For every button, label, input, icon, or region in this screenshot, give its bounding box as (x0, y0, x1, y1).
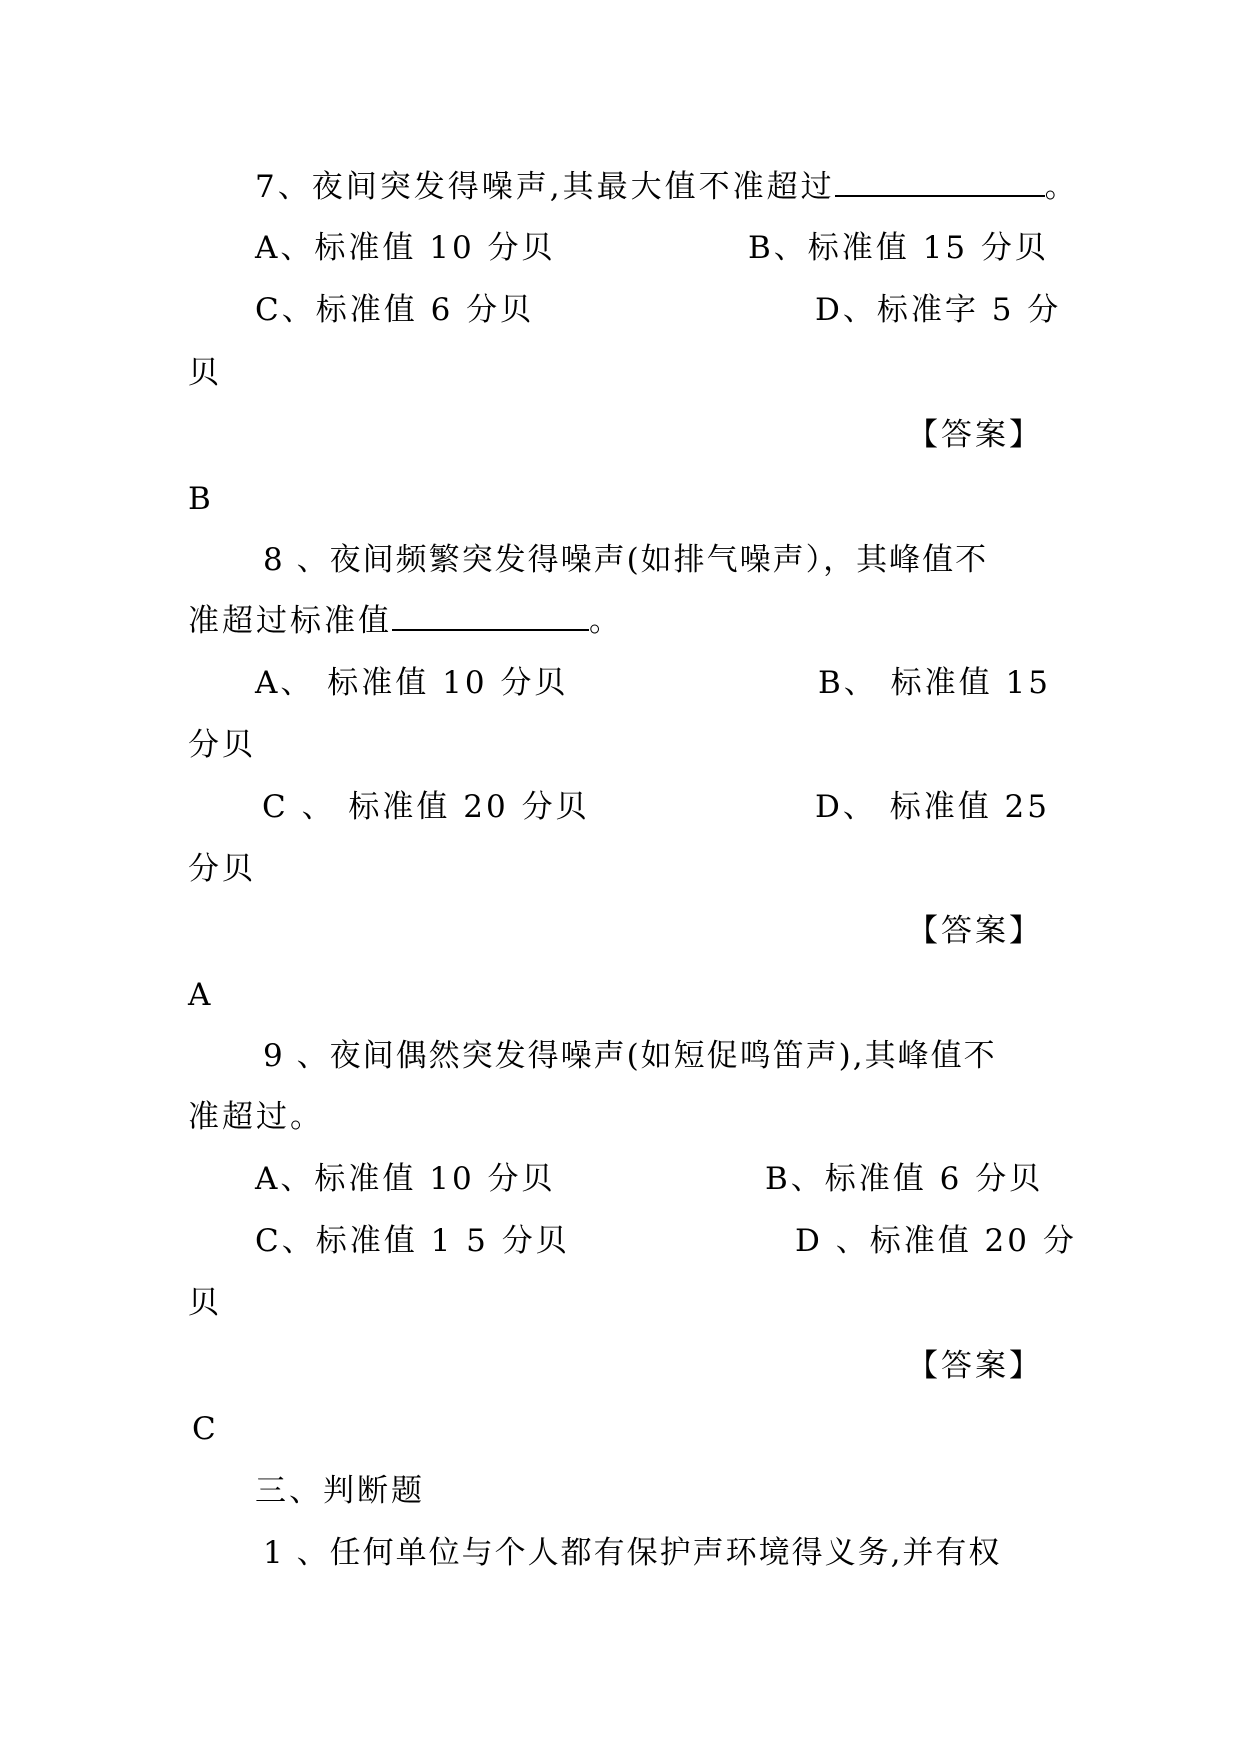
q8-option-b-wrap: 分贝 (188, 727, 256, 763)
true-false-item-1: 1 、任何单位与个人都有保护声环境得义务,并有权 (263, 1535, 1002, 1571)
q8-answer: A (188, 977, 214, 1013)
q8-option-a: A、 标准值 10 分贝 (255, 665, 569, 701)
q8-stem-cont: 准超过标准值 。 (188, 603, 623, 639)
q7-option-c: C、标准值 6 分贝 (255, 292, 535, 328)
q9-option-d: D 、标准值 20 分 (795, 1223, 1077, 1259)
q8-stem: 8 、夜间频繁突发得噪声(如排气噪声），其峰值不 (263, 542, 989, 578)
q9-answer: C (192, 1411, 219, 1447)
q8-option-d-wrap: 分贝 (188, 851, 256, 887)
q7-stem: 7、夜间突发得噪声,其最大值不准超过 。 (255, 169, 1079, 205)
q7-answer-label: 【答案】 (907, 417, 1043, 453)
q7-option-d-wrap: 贝 (188, 355, 222, 391)
q7-option-d: D、标准字 5 分 (815, 292, 1062, 328)
q9-answer-label: 【答案】 (907, 1348, 1043, 1384)
q8-option-b: B、 标准值 15 (818, 665, 1051, 701)
q9-option-a: A、标准值 10 分贝 (255, 1161, 556, 1197)
q9-option-b: B、标准值 6 分贝 (765, 1161, 1044, 1197)
q9-stem-cont: 准超过。 (188, 1099, 324, 1135)
q8-answer-blank (392, 629, 589, 631)
q8-option-d: D、 标准值 25 (815, 789, 1051, 825)
q9-option-d-wrap: 贝 (188, 1285, 222, 1321)
q7-answer: B (188, 481, 214, 517)
q8-option-c: C 、 标准值 20 分贝 (262, 789, 590, 825)
q8-answer-label: 【答案】 (907, 913, 1043, 949)
section-title: 三、判断题 (255, 1473, 425, 1509)
q9-stem: 9 、夜间偶然突发得噪声(如短促鸣笛声),其峰值不 (263, 1038, 997, 1074)
q9-option-c: C、标准值 1 5 分贝 (255, 1223, 570, 1259)
q7-option-b: B、标准值 15 分贝 (748, 230, 1049, 266)
q7-option-a: A、标准值 10 分贝 (255, 230, 556, 266)
q7-answer-blank (835, 195, 1045, 197)
